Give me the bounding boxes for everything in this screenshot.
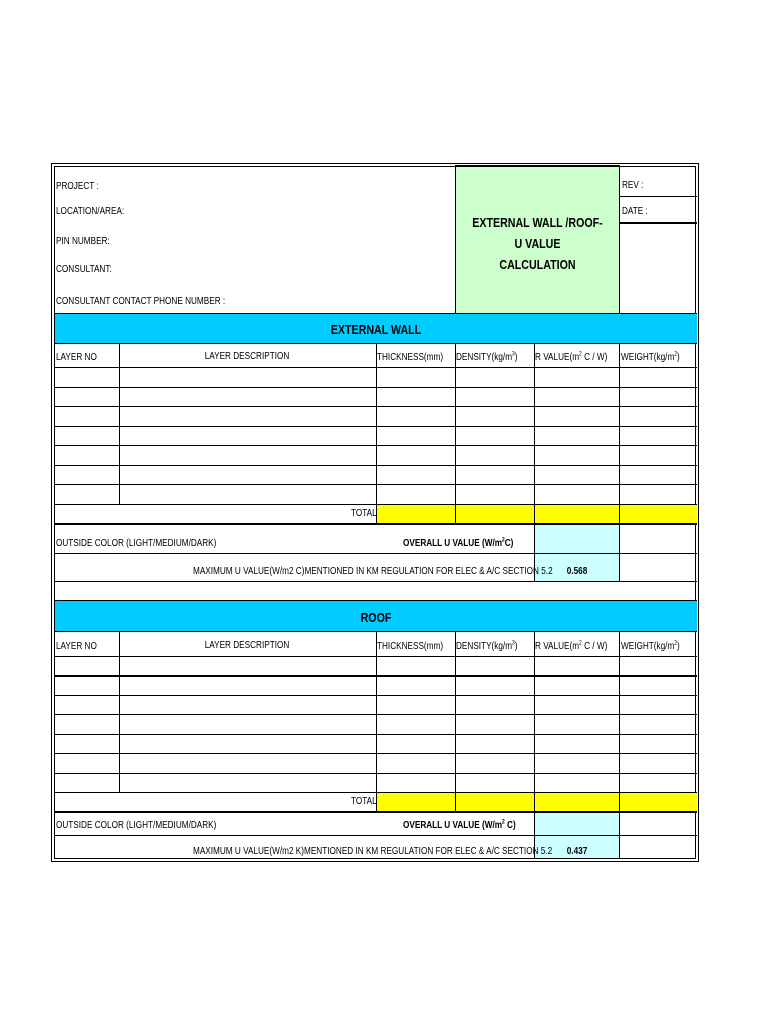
ew-col-r-value: R $VALUE(m^2$ C / W) [535, 351, 608, 363]
roof-col-thickness: THICKNESS(mm) [377, 641, 444, 652]
roof-overall-u-label: OVERALL U VALUE ($W/m^2$ C) [403, 819, 516, 831]
ew-col-density: $DENSITY(kg/m^3)$ [456, 351, 518, 363]
roof-band [55, 601, 697, 631]
roof-outside-color-label[interactable]: OUTSIDE COLOR (LIGHT/MEDIUM/DARK) [56, 820, 217, 831]
ew-col-weight: $WEIGHT(kg/m^2)$ [621, 351, 680, 363]
page-title [455, 213, 620, 275]
pin-number-label[interactable]: PIN NUMBER: [56, 236, 110, 247]
ew-total-cells[interactable] [377, 505, 697, 523]
ew-overall-u-right-line [619, 524, 620, 581]
title-line-1: EXTERNAL WALL /ROOF-U VALUE [472, 215, 603, 251]
ew-col-layer-description: LAYER DESCRIPTION [204, 351, 290, 362]
roof-col-r-value: R $VALUE(m^2$ C / W) [535, 640, 608, 652]
roof-col-weight: $WEIGHT(kg/m^2)$ [621, 640, 680, 652]
location-label[interactable]: LOCATION/AREA: [56, 206, 125, 217]
roof-max-u-label: MAXIMUM U VALUE(W/m2 K)MENTIONED IN KM REGULATION FOR ELEC & A/C SECTION 5.2 [193, 846, 553, 857]
rev-underline [620, 196, 697, 197]
roof-total-cells[interactable] [377, 793, 697, 811]
ew-max-u-label: MAXIMUM U VALUE(W/m2 C)MENTIONED IN KM REGULATION FOR ELEC & A/C SECTION 5.2 [193, 566, 553, 577]
roof-col-layer-no: LAYER NO [56, 641, 97, 652]
roof-overall-u-right-line [619, 812, 620, 858]
roof-total-label: TOTAL [351, 796, 377, 807]
ew-col-line [455, 343, 456, 523]
title-line-2: CALCULATION [499, 256, 576, 272]
roof-col-line [455, 631, 456, 811]
project-label[interactable]: PROJECT : [56, 181, 99, 192]
sheet-inner-border [54, 166, 696, 859]
roof-col-line [534, 631, 535, 811]
date-underline [620, 222, 697, 224]
ew-outside-color-label[interactable]: OUTSIDE COLOR (LIGHT/MEDIUM/DARK) [56, 538, 217, 549]
ew-col-layer-no: LAYER NO [56, 352, 97, 363]
external-wall-title: EXTERNAL WALL [330, 322, 422, 337]
u-value-calculation-sheet [51, 163, 699, 862]
consultant-label[interactable]: CONSULTANT: [56, 264, 112, 275]
consultant-phone-label[interactable]: CONSULTANT CONTACT PHONE NUMBER : [56, 296, 226, 307]
ew-col-line [376, 343, 377, 523]
ew-overall-u-bottom-line [55, 553, 697, 554]
ew-total-label: TOTAL [351, 508, 377, 519]
ew-col-line [119, 343, 120, 504]
roof-max-u-value: 0.437 [566, 846, 588, 857]
roof-col-line [119, 631, 120, 792]
roof-col-line [619, 631, 620, 811]
date-label[interactable]: DATE : [622, 206, 648, 217]
roof-title: ROOF [360, 610, 392, 625]
ew-overall-u-label: OVERALL U VALUE $(W/m^2C)$ [403, 537, 514, 549]
external-wall-band [55, 313, 697, 343]
roof-col-line [376, 631, 377, 811]
ew-max-u-bottom-line [55, 581, 697, 582]
ew-band-top-line [55, 313, 697, 314]
rev-label[interactable]: REV : [622, 180, 644, 191]
roof-col-density: $DENSITY(kg/m^3)$ [456, 640, 518, 652]
ew-col-line [534, 343, 535, 523]
roof-overall-u-bottom-line [55, 835, 697, 836]
title-top-line [455, 165, 620, 167]
ew-max-u-value: 0.568 [566, 566, 588, 577]
roof-col-layer-description: LAYER DESCRIPTION [204, 640, 290, 651]
ew-col-thickness: THICKNESS(mm) [377, 352, 444, 363]
ew-col-line [619, 343, 620, 523]
